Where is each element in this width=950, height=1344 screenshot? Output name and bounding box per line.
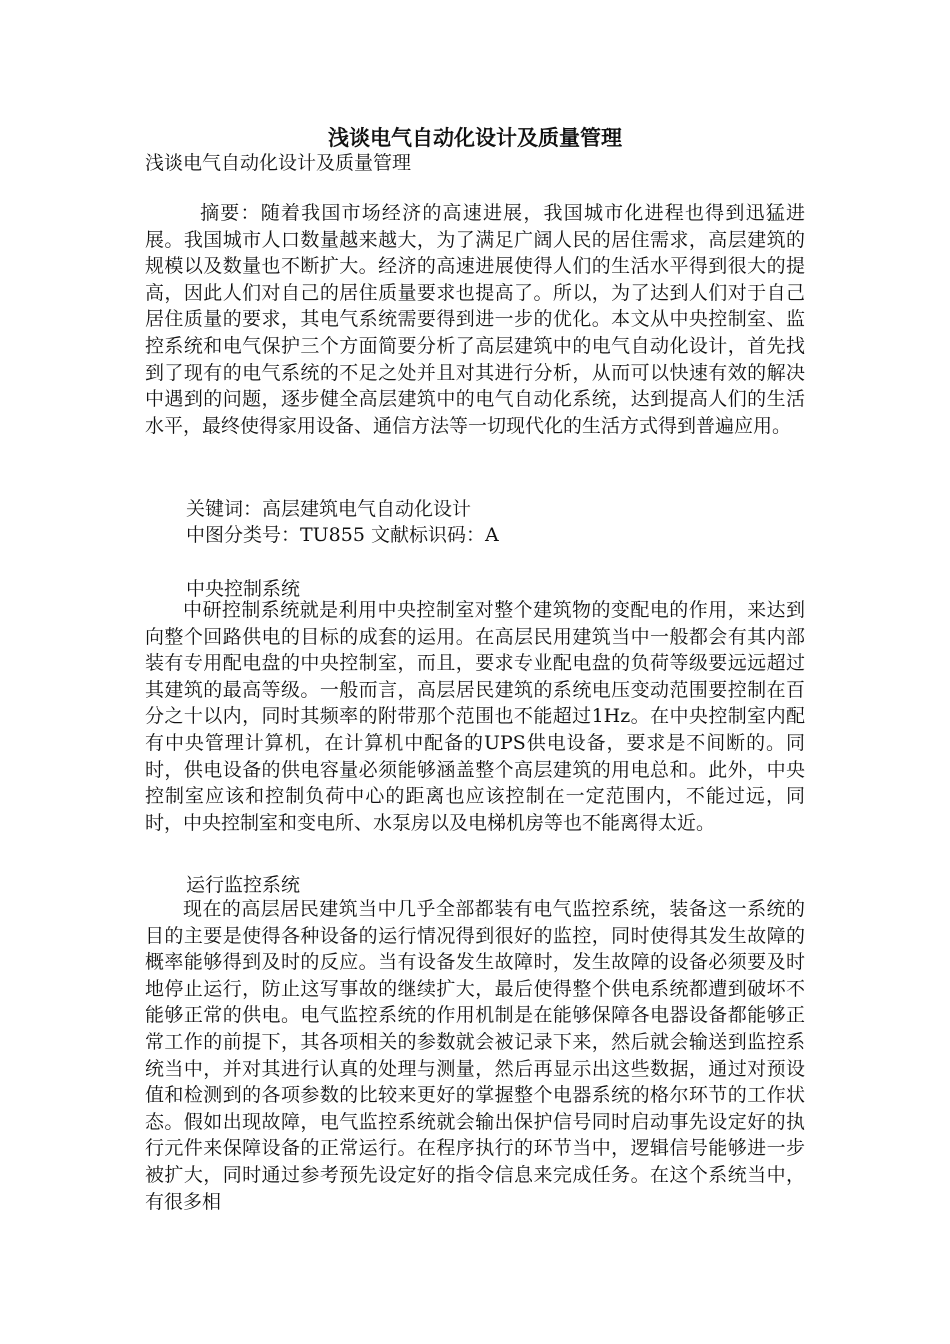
abstract-paragraph: 摘要：随着我国市场经济的高速进展，我国城市化进程也得到迅猛进展。我国城市人口数量越来越大，为了满足广阔人民的居住需求，高层建筑的规模以及数量也不断扩大。经济的高速进展使得人们的生活水平得到很大的提高，因此人们对自己的居住质量要求也提高了。所以，为了达到人们对于自己居住质量的要求，其电气系统需要得到进一步的优化。本文从中央控制室、监控系统和电气保护三个方面简要分析了高层建筑中的电气自动化设计，首先找到了现有的电气系统的不足之处并且对其进行分析，从而可以快速有效的解决中遇到的问题，逐步健全高层建筑中的电气自动化系统，达到提高人们的生活水平，最终使得家用设备、通信方法等一切现代化的生活方式得到普遍应用。 (145, 202, 805, 437)
section-heading-central-control: 中央控制系统 (186, 578, 301, 600)
section-body-monitoring: 现在的高层居民建筑当中几乎全部都装有电气监控系统，装备这一系统的目的主要是使得各种设备的运行情况得到很好的监控，同时使得其发生故障的概率能够得到及时的反应。当有设备发生故障时，发生故障的设备必须要及时地停止运行，防止这写事故的继续扩大，最后使得整个供电系统都遭到破坏不能够正常的供电。电气监控系统的作用机制是在能够保障各电器设备都能够正常工作的前提下，其各项相关的参数就会被记录下来，然后就会输送到监控系统当中，并对其进行认真的处理与测量，然后再显示出这些数据，通过对预设值和检测到的各项参数的比较来更好的掌握整个电器系统的格尔环节的工作状态。假如出现故障，电气监控系统就会输出保护信号同时启动事先设定好的执行元件来保障设备的正常运行。在程序执行的环节当中，逻辑信号能够进一步被扩大，同时通过参考预先设定好的指令信息来完成任务。在这个系统当中，有很多相 (145, 898, 805, 1213)
classification-line: 中图分类号：TU855 文献标识码：A (186, 524, 499, 546)
document-title: 浅谈电气自动化设计及质量管理 (328, 125, 622, 150)
section-body-central-control: 中研控制系统就是利用中央控制室对整个建筑物的变配电的作用，来达到向整个回路供电的目标的成套的运用。在高层民用建筑当中一般都会有其内部装有专用配电盘的中央控制室，而且，要求专业配电盘的负荷等级要远远超过其建筑的最高等级。一般而言，高层居民建筑的系统电压变动范围要控制在百分之十以内，同时其频率的附带那个范围也不能超过1Hz。在中央控制室内配有中央管理计算机，在计算机中配备的UPS供电设备，要求是不间断的。同时，供电设备的供电容量必须能够涵盖整个高层建筑的用电总和。此外，中央控制室应该和控制负荷中心的距离也应该控制在一定范围内，不能过远，同时，中央控制室和变电所、水泵房以及电梯机房等也不能离得太近。 (145, 599, 805, 834)
document-subtitle: 浅谈电气自动化设计及质量管理 (145, 152, 412, 174)
section-heading-monitoring: 运行监控系统 (186, 874, 301, 896)
keywords-line: 关键词：高层建筑电气自动化设计 (186, 498, 472, 520)
